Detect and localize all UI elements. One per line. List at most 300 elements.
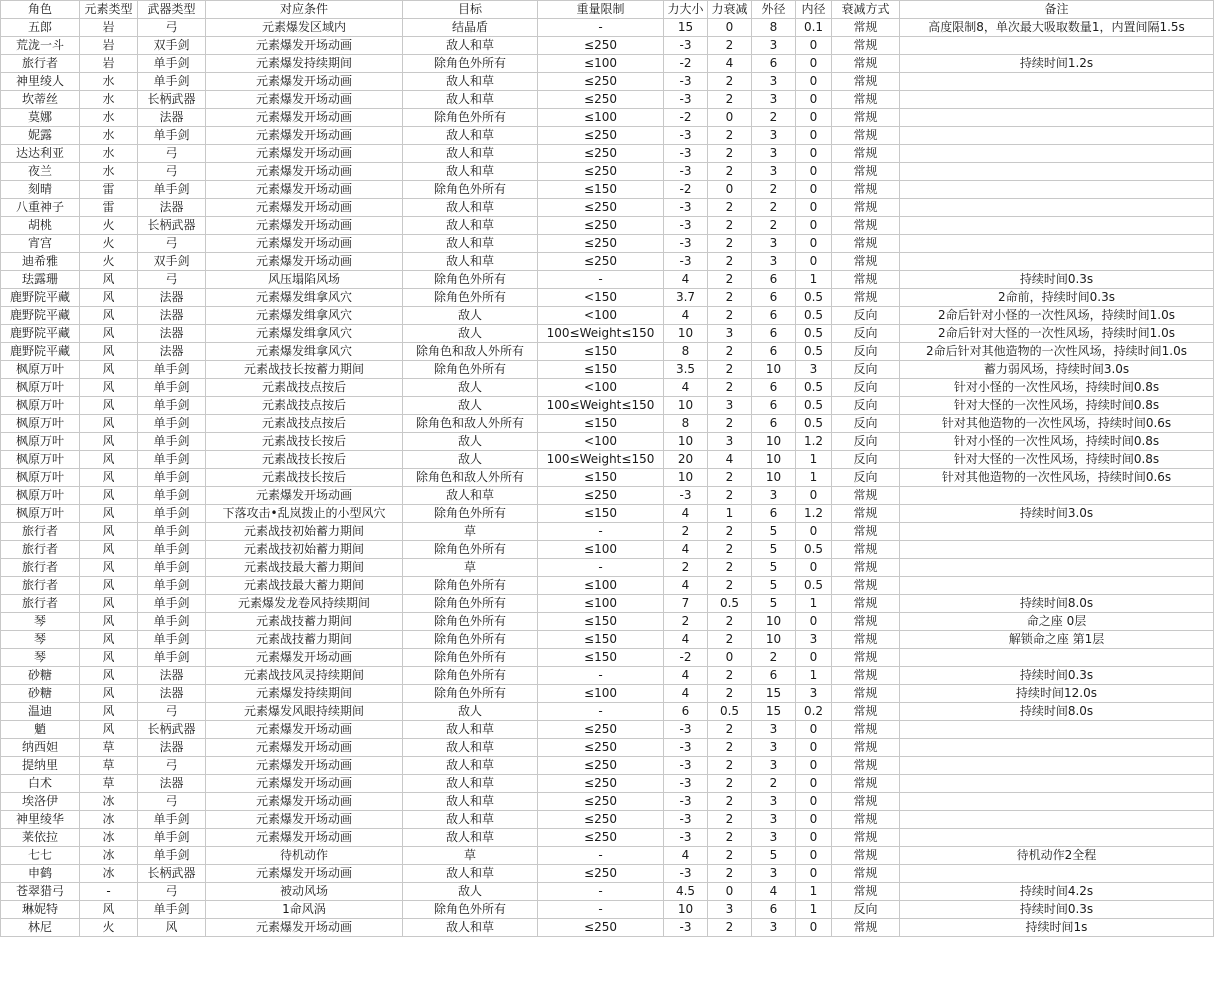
cell-character[interactable]: 提纳里 bbox=[1, 757, 80, 775]
cell-target[interactable]: 敌人 bbox=[403, 883, 538, 901]
cell-decay-mode[interactable]: 常规 bbox=[832, 775, 900, 793]
cell-decay-mode[interactable]: 常规 bbox=[832, 19, 900, 37]
cell-force-decay[interactable]: 0 bbox=[708, 109, 752, 127]
cell-weapon[interactable]: 单手剑 bbox=[138, 181, 206, 199]
cell-inner-radius[interactable]: 0 bbox=[796, 55, 832, 73]
cell-inner-radius[interactable]: 0.5 bbox=[796, 325, 832, 343]
cell-character[interactable]: 苍翠猎弓 bbox=[1, 883, 80, 901]
cell-target[interactable]: 除角色外所有 bbox=[403, 109, 538, 127]
cell-notes[interactable] bbox=[900, 109, 1214, 127]
cell-element[interactable]: 草 bbox=[80, 757, 138, 775]
cell-force[interactable]: -3 bbox=[664, 217, 708, 235]
cell-force[interactable]: -3 bbox=[664, 757, 708, 775]
cell-target[interactable]: 敌人和草 bbox=[403, 163, 538, 181]
cell-notes[interactable] bbox=[900, 793, 1214, 811]
cell-notes[interactable] bbox=[900, 721, 1214, 739]
cell-outer-radius[interactable]: 5 bbox=[752, 595, 796, 613]
cell-element[interactable]: 风 bbox=[80, 487, 138, 505]
cell-character[interactable]: 旅行者 bbox=[1, 559, 80, 577]
cell-inner-radius[interactable]: 0 bbox=[796, 181, 832, 199]
cell-decay-mode[interactable]: 常规 bbox=[832, 235, 900, 253]
cell-weight-limit[interactable]: ≤250 bbox=[538, 757, 664, 775]
cell-weapon[interactable]: 单手剑 bbox=[138, 847, 206, 865]
cell-decay-mode[interactable]: 常规 bbox=[832, 811, 900, 829]
cell-inner-radius[interactable]: 0 bbox=[796, 217, 832, 235]
cell-notes[interactable] bbox=[900, 127, 1214, 145]
cell-target[interactable]: 敌人和草 bbox=[403, 73, 538, 91]
cell-notes[interactable] bbox=[900, 181, 1214, 199]
cell-condition[interactable]: 元素爆发持续期间 bbox=[206, 55, 403, 73]
cell-outer-radius[interactable]: 10 bbox=[752, 433, 796, 451]
cell-target[interactable]: 除角色外所有 bbox=[403, 541, 538, 559]
cell-inner-radius[interactable]: 0.5 bbox=[796, 343, 832, 361]
cell-character[interactable]: 林尼 bbox=[1, 919, 80, 937]
cell-notes[interactable] bbox=[900, 217, 1214, 235]
cell-weight-limit[interactable]: ≤250 bbox=[538, 91, 664, 109]
cell-notes[interactable] bbox=[900, 865, 1214, 883]
cell-weapon[interactable]: 弓 bbox=[138, 703, 206, 721]
cell-element[interactable]: 风 bbox=[80, 307, 138, 325]
cell-outer-radius[interactable]: 5 bbox=[752, 577, 796, 595]
cell-weight-limit[interactable]: ≤250 bbox=[538, 217, 664, 235]
cell-condition[interactable]: 下落攻击•乱岚拨止的小型风穴 bbox=[206, 505, 403, 523]
cell-outer-radius[interactable]: 2 bbox=[752, 775, 796, 793]
cell-inner-radius[interactable]: 3 bbox=[796, 361, 832, 379]
cell-condition[interactable]: 待机动作 bbox=[206, 847, 403, 865]
cell-decay-mode[interactable]: 反向 bbox=[832, 433, 900, 451]
cell-force-decay[interactable]: 2 bbox=[708, 739, 752, 757]
cell-weapon[interactable]: 单手剑 bbox=[138, 379, 206, 397]
cell-character[interactable]: 纳西妲 bbox=[1, 739, 80, 757]
cell-inner-radius[interactable]: 0 bbox=[796, 793, 832, 811]
cell-element[interactable]: 冰 bbox=[80, 865, 138, 883]
cell-weight-limit[interactable]: ≤100 bbox=[538, 595, 664, 613]
cell-force[interactable]: 4 bbox=[664, 307, 708, 325]
cell-weapon[interactable]: 单手剑 bbox=[138, 649, 206, 667]
cell-force-decay[interactable]: 2 bbox=[708, 37, 752, 55]
cell-outer-radius[interactable]: 3 bbox=[752, 721, 796, 739]
cell-weight-limit[interactable]: <150 bbox=[538, 289, 664, 307]
cell-character[interactable]: 枫原万叶 bbox=[1, 505, 80, 523]
cell-character[interactable]: 枫原万叶 bbox=[1, 487, 80, 505]
cell-condition[interactable]: 元素爆发缉拿风穴 bbox=[206, 325, 403, 343]
cell-notes[interactable]: 针对大怪的一次性风场，持续时间0.8s bbox=[900, 451, 1214, 469]
cell-decay-mode[interactable]: 常规 bbox=[832, 847, 900, 865]
cell-force-decay[interactable]: 2 bbox=[708, 343, 752, 361]
cell-inner-radius[interactable]: 1.2 bbox=[796, 505, 832, 523]
cell-element[interactable]: 草 bbox=[80, 775, 138, 793]
cell-weapon[interactable]: 单手剑 bbox=[138, 469, 206, 487]
cell-target[interactable]: 敌人和草 bbox=[403, 37, 538, 55]
cell-target[interactable]: 敌人和草 bbox=[403, 253, 538, 271]
cell-decay-mode[interactable]: 常规 bbox=[832, 541, 900, 559]
cell-decay-mode[interactable]: 常规 bbox=[832, 739, 900, 757]
cell-inner-radius[interactable]: 0.2 bbox=[796, 703, 832, 721]
cell-outer-radius[interactable]: 3 bbox=[752, 757, 796, 775]
cell-decay-mode[interactable]: 常规 bbox=[832, 865, 900, 883]
cell-weapon[interactable]: 单手剑 bbox=[138, 595, 206, 613]
cell-weight-limit[interactable]: ≤150 bbox=[538, 343, 664, 361]
cell-inner-radius[interactable]: 0 bbox=[796, 73, 832, 91]
col-header-inner-radius[interactable]: 内径 bbox=[796, 1, 832, 19]
cell-weight-limit[interactable]: ≤250 bbox=[538, 163, 664, 181]
col-header-target[interactable]: 目标 bbox=[403, 1, 538, 19]
cell-force[interactable]: 10 bbox=[664, 325, 708, 343]
cell-character[interactable]: 刻晴 bbox=[1, 181, 80, 199]
cell-outer-radius[interactable]: 3 bbox=[752, 235, 796, 253]
cell-target[interactable]: 敌人 bbox=[403, 397, 538, 415]
cell-condition[interactable]: 元素爆发风眼持续期间 bbox=[206, 703, 403, 721]
cell-character[interactable]: 鹿野院平藏 bbox=[1, 307, 80, 325]
cell-notes[interactable]: 针对小怪的一次性风场，持续时间0.8s bbox=[900, 379, 1214, 397]
cell-character[interactable]: 鹿野院平藏 bbox=[1, 343, 80, 361]
cell-target[interactable]: 除角色外所有 bbox=[403, 505, 538, 523]
cell-notes[interactable] bbox=[900, 487, 1214, 505]
cell-character[interactable]: 魈 bbox=[1, 721, 80, 739]
cell-notes[interactable] bbox=[900, 145, 1214, 163]
cell-weight-limit[interactable]: ≤100 bbox=[538, 109, 664, 127]
cell-notes[interactable]: 持续时间8.0s bbox=[900, 703, 1214, 721]
cell-notes[interactable]: 针对其他造物的一次性风场，持续时间0.6s bbox=[900, 415, 1214, 433]
cell-character[interactable]: 旅行者 bbox=[1, 55, 80, 73]
cell-notes[interactable] bbox=[900, 199, 1214, 217]
cell-weight-limit[interactable]: ≤250 bbox=[538, 37, 664, 55]
cell-force-decay[interactable]: 0.5 bbox=[708, 595, 752, 613]
cell-outer-radius[interactable]: 2 bbox=[752, 217, 796, 235]
cell-character[interactable]: 莱依拉 bbox=[1, 829, 80, 847]
cell-weapon[interactable]: 单手剑 bbox=[138, 73, 206, 91]
cell-decay-mode[interactable]: 常规 bbox=[832, 667, 900, 685]
cell-weapon[interactable]: 单手剑 bbox=[138, 829, 206, 847]
cell-inner-radius[interactable]: 0.5 bbox=[796, 541, 832, 559]
cell-force[interactable]: 8 bbox=[664, 343, 708, 361]
cell-notes[interactable]: 持续时间0.3s bbox=[900, 271, 1214, 289]
cell-character[interactable]: 鹿野院平藏 bbox=[1, 289, 80, 307]
cell-outer-radius[interactable]: 5 bbox=[752, 541, 796, 559]
cell-decay-mode[interactable]: 常规 bbox=[832, 37, 900, 55]
cell-weapon[interactable]: 单手剑 bbox=[138, 811, 206, 829]
cell-decay-mode[interactable]: 常规 bbox=[832, 523, 900, 541]
cell-target[interactable]: 敌人 bbox=[403, 325, 538, 343]
cell-decay-mode[interactable]: 常规 bbox=[832, 271, 900, 289]
cell-decay-mode[interactable]: 反向 bbox=[832, 415, 900, 433]
cell-notes[interactable]: 2命后针对其他造物的一次性风场，持续时间1.0s bbox=[900, 343, 1214, 361]
cell-condition[interactable]: 元素爆发开场动画 bbox=[206, 793, 403, 811]
cell-condition[interactable]: 元素战技初始蓄力期间 bbox=[206, 541, 403, 559]
cell-inner-radius[interactable]: 0 bbox=[796, 91, 832, 109]
cell-force-decay[interactable]: 2 bbox=[708, 577, 752, 595]
cell-condition[interactable]: 元素战技蓄力期间 bbox=[206, 631, 403, 649]
cell-target[interactable]: 除角色和敌人外所有 bbox=[403, 415, 538, 433]
cell-character[interactable]: 白术 bbox=[1, 775, 80, 793]
cell-force[interactable]: 4 bbox=[664, 505, 708, 523]
cell-notes[interactable]: 持续时间8.0s bbox=[900, 595, 1214, 613]
cell-notes[interactable]: 针对小怪的一次性风场，持续时间0.8s bbox=[900, 433, 1214, 451]
cell-inner-radius[interactable]: 0 bbox=[796, 523, 832, 541]
cell-outer-radius[interactable]: 6 bbox=[752, 667, 796, 685]
cell-element[interactable]: 火 bbox=[80, 235, 138, 253]
cell-outer-radius[interactable]: 3 bbox=[752, 829, 796, 847]
cell-condition[interactable]: 元素爆发开场动画 bbox=[206, 487, 403, 505]
cell-inner-radius[interactable]: 0 bbox=[796, 163, 832, 181]
cell-force[interactable]: 15 bbox=[664, 19, 708, 37]
cell-weight-limit[interactable]: <100 bbox=[538, 433, 664, 451]
cell-target[interactable]: 敌人和草 bbox=[403, 487, 538, 505]
cell-notes[interactable] bbox=[900, 649, 1214, 667]
cell-target[interactable]: 敌人和草 bbox=[403, 775, 538, 793]
cell-force-decay[interactable]: 3 bbox=[708, 901, 752, 919]
cell-character[interactable]: 旅行者 bbox=[1, 595, 80, 613]
cell-decay-mode[interactable]: 反向 bbox=[832, 343, 900, 361]
cell-condition[interactable]: 元素爆发开场动画 bbox=[206, 757, 403, 775]
cell-decay-mode[interactable]: 反向 bbox=[832, 379, 900, 397]
cell-condition[interactable]: 元素爆发缉拿风穴 bbox=[206, 289, 403, 307]
cell-decay-mode[interactable]: 常规 bbox=[832, 793, 900, 811]
cell-force[interactable]: -3 bbox=[664, 163, 708, 181]
cell-notes[interactable]: 持续时间1s bbox=[900, 919, 1214, 937]
cell-outer-radius[interactable]: 3 bbox=[752, 865, 796, 883]
cell-force-decay[interactable]: 2 bbox=[708, 163, 752, 181]
cell-outer-radius[interactable]: 10 bbox=[752, 631, 796, 649]
cell-force-decay[interactable]: 2 bbox=[708, 253, 752, 271]
cell-target[interactable]: 草 bbox=[403, 523, 538, 541]
cell-target[interactable]: 除角色和敌人外所有 bbox=[403, 343, 538, 361]
cell-notes[interactable] bbox=[900, 253, 1214, 271]
cell-element[interactable]: - bbox=[80, 883, 138, 901]
cell-inner-radius[interactable]: 0 bbox=[796, 613, 832, 631]
cell-outer-radius[interactable]: 6 bbox=[752, 397, 796, 415]
cell-element[interactable]: 雷 bbox=[80, 199, 138, 217]
cell-notes[interactable]: 持续时间0.3s bbox=[900, 667, 1214, 685]
cell-force-decay[interactable]: 2 bbox=[708, 757, 752, 775]
cell-weight-limit[interactable]: ≤150 bbox=[538, 361, 664, 379]
cell-weapon[interactable]: 单手剑 bbox=[138, 487, 206, 505]
cell-element[interactable]: 风 bbox=[80, 577, 138, 595]
cell-force[interactable]: 2 bbox=[664, 523, 708, 541]
cell-element[interactable]: 草 bbox=[80, 739, 138, 757]
cell-decay-mode[interactable]: 反向 bbox=[832, 361, 900, 379]
cell-force-decay[interactable]: 4 bbox=[708, 451, 752, 469]
col-header-outer-radius[interactable]: 外径 bbox=[752, 1, 796, 19]
cell-force[interactable]: -2 bbox=[664, 181, 708, 199]
cell-weapon[interactable]: 单手剑 bbox=[138, 397, 206, 415]
cell-force-decay[interactable]: 2 bbox=[708, 415, 752, 433]
cell-force-decay[interactable]: 3 bbox=[708, 433, 752, 451]
cell-decay-mode[interactable]: 常规 bbox=[832, 685, 900, 703]
cell-weapon[interactable]: 法器 bbox=[138, 775, 206, 793]
cell-weapon[interactable]: 长柄武器 bbox=[138, 721, 206, 739]
cell-weapon[interactable]: 法器 bbox=[138, 109, 206, 127]
cell-notes[interactable]: 持续时间1.2s bbox=[900, 55, 1214, 73]
cell-element[interactable]: 风 bbox=[80, 613, 138, 631]
cell-target[interactable]: 敌人和草 bbox=[403, 127, 538, 145]
cell-target[interactable]: 敌人和草 bbox=[403, 865, 538, 883]
cell-character[interactable]: 珐露珊 bbox=[1, 271, 80, 289]
cell-target[interactable]: 除角色外所有 bbox=[403, 289, 538, 307]
cell-decay-mode[interactable]: 常规 bbox=[832, 883, 900, 901]
cell-character[interactable]: 迪希雅 bbox=[1, 253, 80, 271]
cell-element[interactable]: 风 bbox=[80, 649, 138, 667]
cell-force[interactable]: 4 bbox=[664, 541, 708, 559]
cell-decay-mode[interactable]: 反向 bbox=[832, 451, 900, 469]
cell-outer-radius[interactable]: 10 bbox=[752, 469, 796, 487]
cell-condition[interactable]: 元素爆发开场动画 bbox=[206, 721, 403, 739]
cell-weapon[interactable]: 单手剑 bbox=[138, 451, 206, 469]
cell-outer-radius[interactable]: 6 bbox=[752, 505, 796, 523]
cell-element[interactable]: 风 bbox=[80, 559, 138, 577]
cell-condition[interactable]: 元素战技点按后 bbox=[206, 379, 403, 397]
cell-character[interactable]: 宵宫 bbox=[1, 235, 80, 253]
cell-outer-radius[interactable]: 3 bbox=[752, 73, 796, 91]
cell-condition[interactable]: 风压塌陷风场 bbox=[206, 271, 403, 289]
cell-condition[interactable]: 元素爆发开场动画 bbox=[206, 739, 403, 757]
cell-condition[interactable]: 元素爆发持续期间 bbox=[206, 685, 403, 703]
cell-outer-radius[interactable]: 4 bbox=[752, 883, 796, 901]
cell-target[interactable]: 除角色外所有 bbox=[403, 667, 538, 685]
cell-element[interactable]: 水 bbox=[80, 145, 138, 163]
cell-force-decay[interactable]: 2 bbox=[708, 469, 752, 487]
cell-force-decay[interactable]: 2 bbox=[708, 721, 752, 739]
cell-outer-radius[interactable]: 6 bbox=[752, 271, 796, 289]
cell-weapon[interactable]: 弓 bbox=[138, 271, 206, 289]
cell-weight-limit[interactable]: ≤250 bbox=[538, 73, 664, 91]
cell-inner-radius[interactable]: 0 bbox=[796, 811, 832, 829]
cell-force[interactable]: 6 bbox=[664, 703, 708, 721]
cell-decay-mode[interactable]: 常规 bbox=[832, 559, 900, 577]
cell-element[interactable]: 风 bbox=[80, 523, 138, 541]
cell-inner-radius[interactable]: 0.5 bbox=[796, 307, 832, 325]
cell-target[interactable]: 除角色和敌人外所有 bbox=[403, 469, 538, 487]
cell-outer-radius[interactable]: 10 bbox=[752, 613, 796, 631]
cell-condition[interactable]: 元素爆发开场动画 bbox=[206, 649, 403, 667]
cell-decay-mode[interactable]: 反向 bbox=[832, 307, 900, 325]
cell-force-decay[interactable]: 2 bbox=[708, 811, 752, 829]
cell-notes[interactable]: 解锁命之座 第1层 bbox=[900, 631, 1214, 649]
cell-weight-limit[interactable]: - bbox=[538, 883, 664, 901]
cell-weight-limit[interactable]: ≤250 bbox=[538, 793, 664, 811]
cell-force-decay[interactable]: 2 bbox=[708, 685, 752, 703]
cell-outer-radius[interactable]: 3 bbox=[752, 811, 796, 829]
cell-inner-radius[interactable]: 1 bbox=[796, 883, 832, 901]
cell-force[interactable]: -3 bbox=[664, 739, 708, 757]
cell-inner-radius[interactable]: 1 bbox=[796, 595, 832, 613]
cell-decay-mode[interactable]: 反向 bbox=[832, 325, 900, 343]
cell-element[interactable]: 风 bbox=[80, 289, 138, 307]
cell-force-decay[interactable]: 2 bbox=[708, 487, 752, 505]
cell-condition[interactable]: 元素爆发开场动画 bbox=[206, 73, 403, 91]
cell-character[interactable]: 神里绫华 bbox=[1, 811, 80, 829]
cell-force[interactable]: -3 bbox=[664, 829, 708, 847]
cell-weight-limit[interactable]: ≤150 bbox=[538, 631, 664, 649]
cell-condition[interactable]: 元素战技最大蓄力期间 bbox=[206, 577, 403, 595]
cell-notes[interactable] bbox=[900, 811, 1214, 829]
cell-force-decay[interactable]: 2 bbox=[708, 667, 752, 685]
cell-force[interactable]: -2 bbox=[664, 109, 708, 127]
cell-target[interactable]: 敌人和草 bbox=[403, 145, 538, 163]
cell-decay-mode[interactable]: 常规 bbox=[832, 199, 900, 217]
cell-force-decay[interactable]: 2 bbox=[708, 865, 752, 883]
cell-character[interactable]: 枫原万叶 bbox=[1, 433, 80, 451]
cell-force[interactable]: -3 bbox=[664, 721, 708, 739]
cell-notes[interactable] bbox=[900, 577, 1214, 595]
cell-notes[interactable] bbox=[900, 37, 1214, 55]
cell-element[interactable]: 风 bbox=[80, 271, 138, 289]
cell-element[interactable]: 风 bbox=[80, 631, 138, 649]
cell-inner-radius[interactable]: 1 bbox=[796, 469, 832, 487]
cell-force-decay[interactable]: 2 bbox=[708, 631, 752, 649]
cell-condition[interactable]: 元素战技长按蓄力期间 bbox=[206, 361, 403, 379]
cell-notes[interactable] bbox=[900, 73, 1214, 91]
cell-weapon[interactable]: 法器 bbox=[138, 289, 206, 307]
cell-condition[interactable]: 元素爆发开场动画 bbox=[206, 109, 403, 127]
cell-notes[interactable] bbox=[900, 559, 1214, 577]
cell-element[interactable]: 风 bbox=[80, 451, 138, 469]
cell-notes[interactable]: 持续时间0.3s bbox=[900, 901, 1214, 919]
cell-element[interactable]: 火 bbox=[80, 217, 138, 235]
cell-target[interactable]: 敌人和草 bbox=[403, 919, 538, 937]
cell-character[interactable]: 温迪 bbox=[1, 703, 80, 721]
cell-decay-mode[interactable]: 常规 bbox=[832, 703, 900, 721]
cell-force[interactable]: -3 bbox=[664, 199, 708, 217]
cell-outer-radius[interactable]: 3 bbox=[752, 793, 796, 811]
cell-element[interactable]: 岩 bbox=[80, 19, 138, 37]
cell-character[interactable]: 五郎 bbox=[1, 19, 80, 37]
cell-inner-radius[interactable]: 0 bbox=[796, 739, 832, 757]
cell-inner-radius[interactable]: 1 bbox=[796, 271, 832, 289]
cell-weapon[interactable]: 长柄武器 bbox=[138, 865, 206, 883]
cell-force[interactable]: -3 bbox=[664, 793, 708, 811]
cell-target[interactable]: 敌人 bbox=[403, 379, 538, 397]
cell-condition[interactable]: 元素战技点按后 bbox=[206, 415, 403, 433]
cell-outer-radius[interactable]: 2 bbox=[752, 199, 796, 217]
cell-decay-mode[interactable]: 常规 bbox=[832, 163, 900, 181]
cell-force[interactable]: 10 bbox=[664, 901, 708, 919]
cell-force-decay[interactable]: 2 bbox=[708, 613, 752, 631]
cell-condition[interactable]: 元素爆发开场动画 bbox=[206, 217, 403, 235]
cell-force[interactable]: -3 bbox=[664, 127, 708, 145]
cell-weapon[interactable]: 法器 bbox=[138, 667, 206, 685]
cell-weapon[interactable]: 弓 bbox=[138, 883, 206, 901]
cell-weight-limit[interactable]: ≤250 bbox=[538, 811, 664, 829]
cell-outer-radius[interactable]: 3 bbox=[752, 145, 796, 163]
cell-target[interactable]: 除角色外所有 bbox=[403, 181, 538, 199]
cell-notes[interactable] bbox=[900, 829, 1214, 847]
cell-weight-limit[interactable]: ≤150 bbox=[538, 505, 664, 523]
cell-force-decay[interactable]: 2 bbox=[708, 289, 752, 307]
cell-target[interactable]: 敌人和草 bbox=[403, 235, 538, 253]
cell-decay-mode[interactable]: 常规 bbox=[832, 613, 900, 631]
cell-element[interactable]: 冰 bbox=[80, 847, 138, 865]
cell-element[interactable]: 风 bbox=[80, 505, 138, 523]
cell-element[interactable]: 风 bbox=[80, 685, 138, 703]
cell-force[interactable]: -3 bbox=[664, 919, 708, 937]
cell-force-decay[interactable]: 2 bbox=[708, 775, 752, 793]
cell-force[interactable]: 4.5 bbox=[664, 883, 708, 901]
cell-decay-mode[interactable]: 常规 bbox=[832, 505, 900, 523]
cell-force-decay[interactable]: 2 bbox=[708, 271, 752, 289]
cell-decay-mode[interactable]: 常规 bbox=[832, 253, 900, 271]
cell-target[interactable]: 除角色外所有 bbox=[403, 613, 538, 631]
cell-target[interactable]: 草 bbox=[403, 847, 538, 865]
cell-element[interactable]: 风 bbox=[80, 667, 138, 685]
cell-force[interactable]: -3 bbox=[664, 775, 708, 793]
cell-condition[interactable]: 元素爆发开场动画 bbox=[206, 91, 403, 109]
cell-weapon[interactable]: 弓 bbox=[138, 757, 206, 775]
cell-decay-mode[interactable]: 反向 bbox=[832, 469, 900, 487]
cell-weight-limit[interactable]: 100≤Weight≤150 bbox=[538, 451, 664, 469]
cell-target[interactable]: 敌人 bbox=[403, 451, 538, 469]
cell-element[interactable]: 风 bbox=[80, 469, 138, 487]
